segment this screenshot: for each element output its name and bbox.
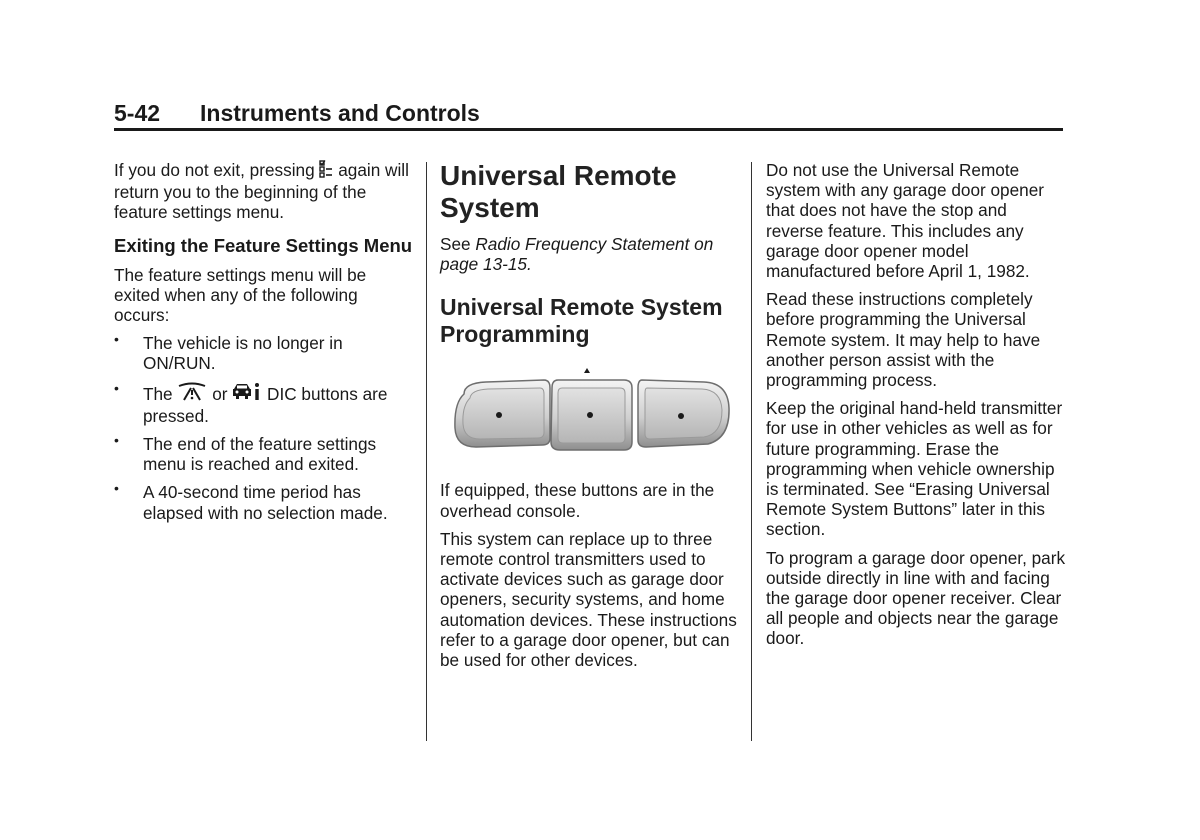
overhead-console-paragraph: If equipped, these buttons are in the overhead console. <box>440 480 715 521</box>
bullet-icon: • <box>114 331 119 348</box>
cross-reference-link[interactable]: Radio Frequency Statement on page 13-15. <box>440 234 714 275</box>
intro-paragraph: If you do not exit, pressing again will return you to the beginning of the feature settings menu. <box>114 160 409 223</box>
read-instructions-paragraph: Read these instructions completely before programming the Universal Remote system. It may help to have another person assist with the programming process. <box>766 289 1041 391</box>
keep-transmitter-paragraph: Keep the original hand-held transmitter for use in other vehicles as well as for future programming. Erase the programming when vehicle ownership is terminated. See “Erasing Universal Remote System Buttons” later in this section. <box>766 398 1063 540</box>
warning-paragraph: Do not use the Universal Remote system with any garage door opener that does not have the stop and reverse feature. This includes any garage door opener model manufactured before April 1, 1982. <box>766 160 1045 282</box>
page-number: 5-42 <box>114 100 161 126</box>
programming-heading: Universal Remote System Programming <box>440 294 723 348</box>
exit-intro: The feature settings menu will be exited when any of the following occurs: <box>114 264 367 326</box>
section-title: Instruments and Controls <box>200 100 480 126</box>
vehicle-information-icon <box>232 382 262 406</box>
system-description-paragraph: This system can replace up to three remote control transmitters used to activate devices such as garage door openers, security systems, and home automation devices. These instructions refer to a garage door opener, but can be used for other devices. <box>440 528 737 671</box>
see-reference: See Radio Frequency Statement on page 13-15. <box>440 234 714 275</box>
column-3 <box>766 160 1066 657</box>
column-1 <box>114 160 414 531</box>
bullet-icon: • <box>114 480 119 497</box>
column-divider-2 <box>751 162 752 741</box>
remote-button-3 <box>638 380 729 447</box>
universal-remote-title: Universal Remote System <box>440 160 677 223</box>
list-item: • The end of the feature settings menu is reached and exited. <box>114 432 377 475</box>
remote-button-1 <box>455 380 550 447</box>
program-opener-paragraph: To program a garage door opener, park outside directly in line with and facing the garage door opener receiver. Clear all people and objects near the garage door. <box>766 547 1066 649</box>
list-item: • The vehicle is no longer in ON/RUN. <box>114 331 343 374</box>
universal-remote-buttons-illustration <box>446 358 736 468</box>
bullet-icon: • <box>114 432 119 449</box>
header-rule <box>114 128 1063 131</box>
exit-heading: Exiting the Feature Settings Menu <box>114 234 413 256</box>
list-item: • The or DIC buttons are pressed. <box>114 379 388 426</box>
bullet-icon: • <box>114 379 119 396</box>
trip-fuel-icon <box>177 382 207 406</box>
column-2 <box>440 160 740 678</box>
remote-button-2 <box>551 380 632 450</box>
column-divider-1 <box>426 162 427 741</box>
settings-menu-icon <box>319 160 333 182</box>
exit-bullet-list <box>114 333 414 523</box>
list-item: • A 40-second time period has elapsed with no selection made. <box>114 480 388 523</box>
